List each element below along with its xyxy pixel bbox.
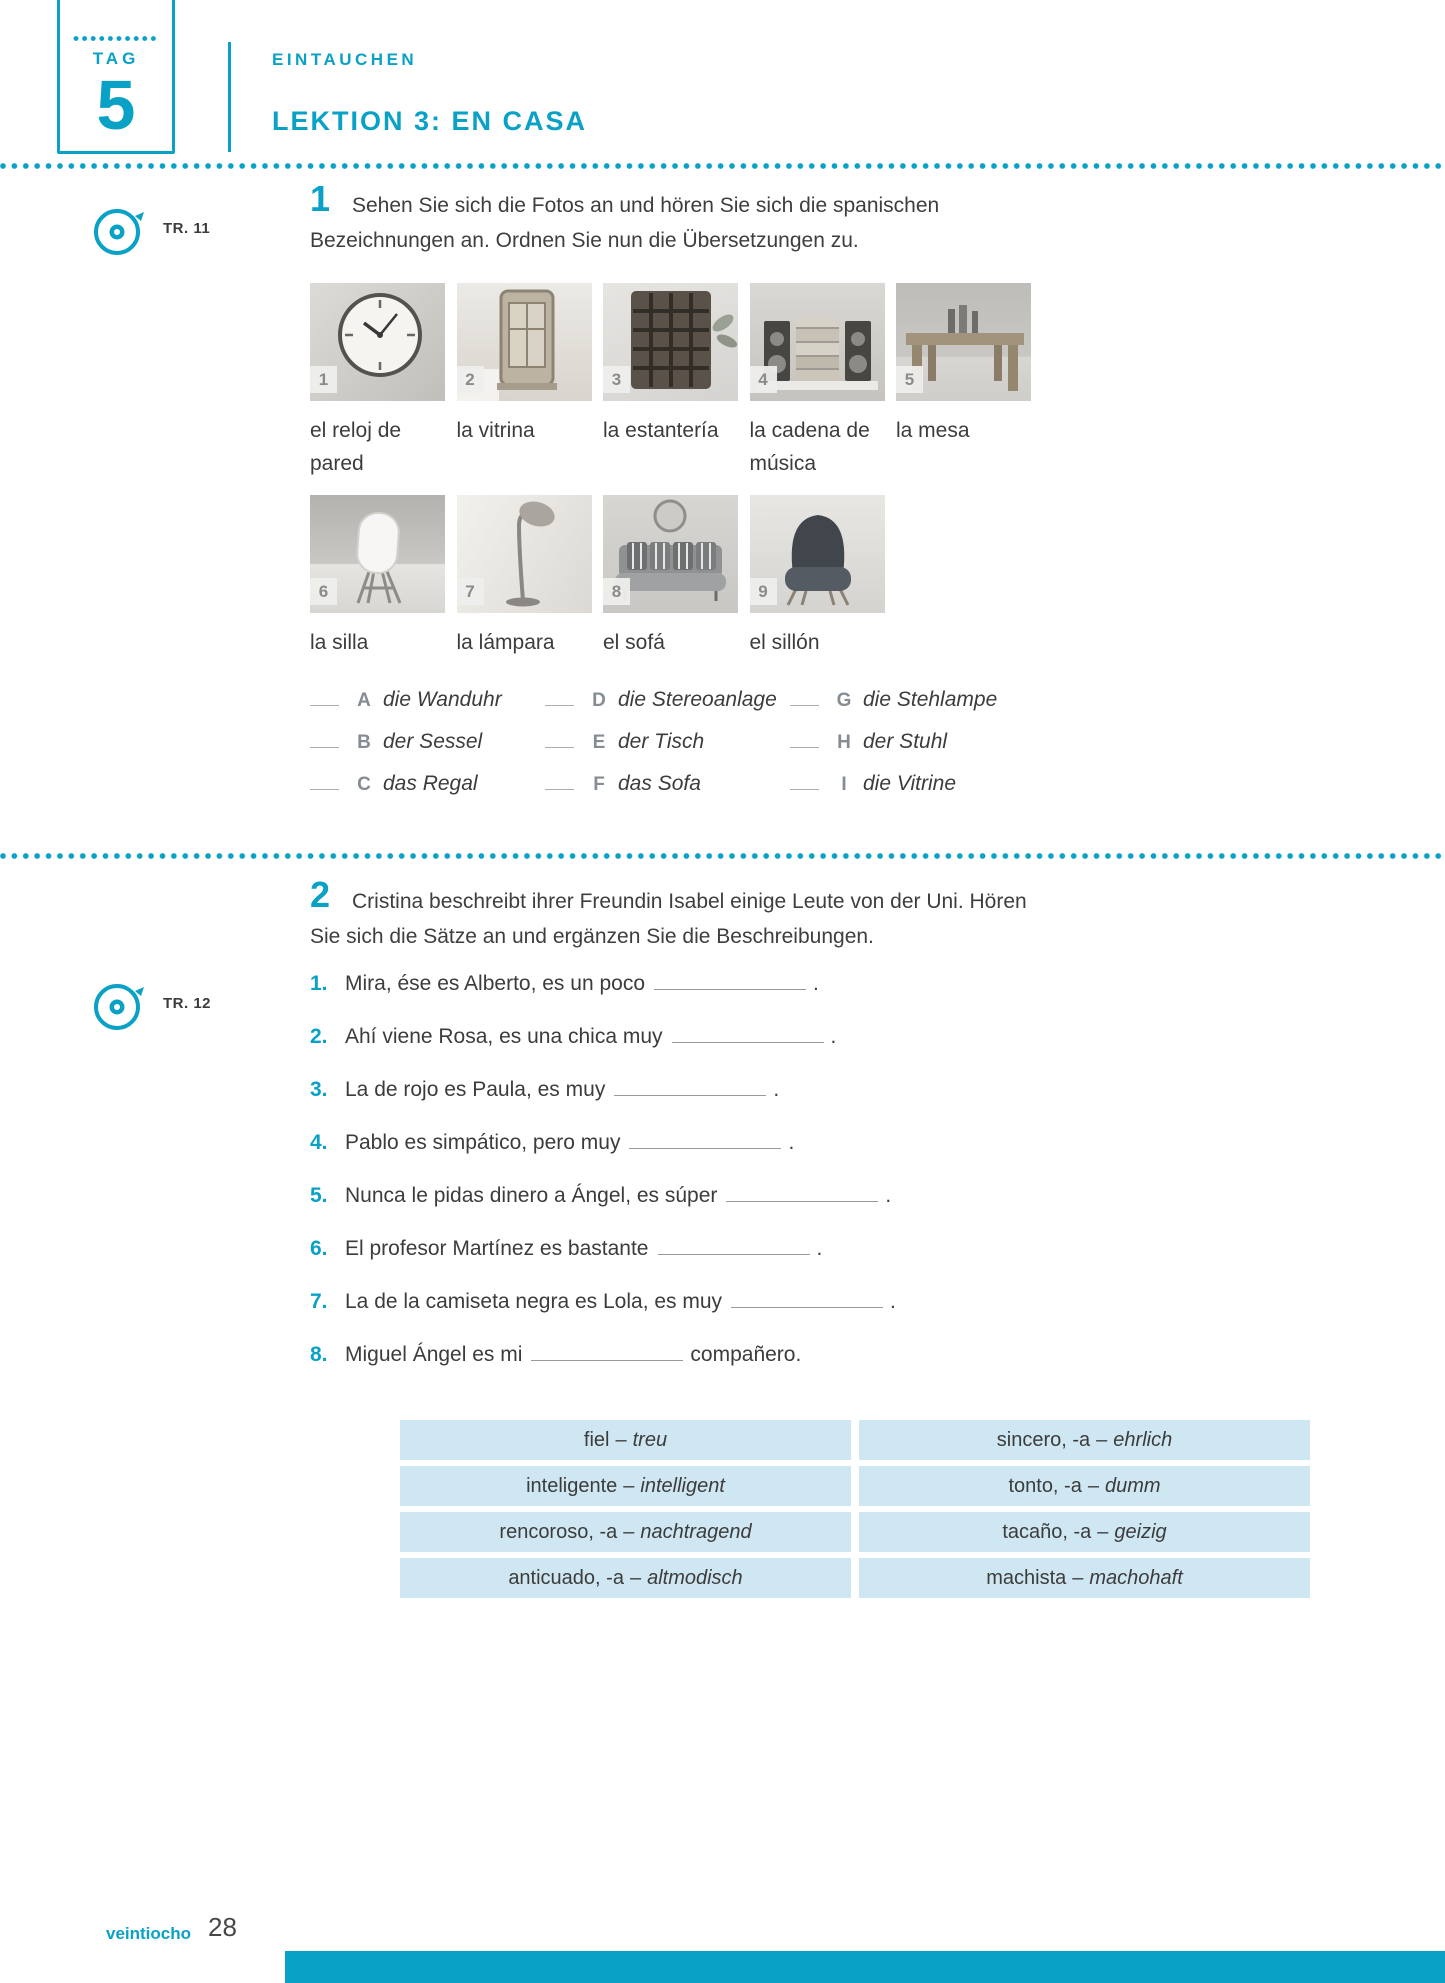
track-label: TR. 11 <box>163 220 211 237</box>
matching-item <box>545 730 790 756</box>
wordbank-spanish: tonto, -a <box>1008 1474 1082 1497</box>
exercise1-instructions-block <box>310 178 1000 258</box>
wordbank-entry <box>859 1512 1310 1552</box>
photo-number-badge: 3 <box>603 366 630 393</box>
matching-letter: G <box>836 690 852 711</box>
sentence-text: Miguel Ángel es mi <box>345 1343 523 1366</box>
wordbank-german: dumm <box>1104 1474 1161 1497</box>
photo-number-badge: 6 <box>310 578 337 605</box>
photo-label: el reloj de pared <box>310 419 402 475</box>
sentence-text: Pablo es simpático, pero muy <box>345 1131 621 1154</box>
photo-label: la cadena de música <box>749 419 870 475</box>
answer-blank <box>545 705 574 706</box>
wordbank-german: geizig <box>1114 1520 1167 1543</box>
matching-letter: A <box>357 690 371 711</box>
sentence-number: 8. <box>310 1343 328 1366</box>
photo-display-cabinet <box>457 283 592 401</box>
cd-icon <box>90 981 152 1033</box>
wordbank-german: ehrlich <box>1113 1428 1173 1451</box>
matching-letter: C <box>357 774 371 795</box>
photo-card-shelving-unit <box>603 283 738 480</box>
matching-column-1 <box>310 688 545 814</box>
matching-text: die Stereoanlage <box>618 688 777 711</box>
wordbank-spanish: machista <box>986 1566 1067 1589</box>
wordbank-separator: – <box>615 1428 627 1451</box>
wordbank-german: machohaft <box>1089 1566 1183 1589</box>
wordbank-separator: – <box>623 1520 635 1543</box>
day-tab-label: TAG <box>92 49 140 68</box>
sentence-number: 1. <box>310 972 328 995</box>
fill-blank <box>658 1254 810 1255</box>
matching-item <box>310 730 545 756</box>
answer-blank <box>790 789 819 790</box>
photo-label: la lámpara <box>456 631 555 654</box>
photo-armchair <box>750 495 885 613</box>
wordbank-entry <box>400 1512 851 1552</box>
matching-item <box>310 688 545 714</box>
bottom-accent-bar <box>285 1951 1445 1983</box>
sentence-number: 4. <box>310 1131 328 1154</box>
matching-text: der Sessel <box>383 730 483 753</box>
exercise2-number: 2 <box>310 874 331 915</box>
matching-letter: F <box>593 774 605 795</box>
wordbank-spanish: inteligente <box>526 1474 618 1497</box>
sentence-row <box>310 1237 896 1270</box>
wordbank-spanish: rencoroso, -a <box>499 1520 618 1543</box>
wordbank-entry <box>400 1466 851 1506</box>
answer-blank <box>790 747 819 748</box>
footer-page-word: veintiocho <box>106 1924 192 1943</box>
wordbank-entry <box>400 1558 851 1598</box>
sentence-number: 6. <box>310 1237 328 1260</box>
matching-letter: D <box>592 690 606 711</box>
photo-label: el sofá <box>603 631 665 654</box>
lesson-title: LEKTION 3: EN CASA <box>272 106 588 136</box>
photo-label: la silla <box>310 631 369 654</box>
day-tab-dots <box>73 35 159 42</box>
sentence-number: 5. <box>310 1184 328 1207</box>
sentence-text: La de rojo es Paula, es muy <box>345 1078 606 1101</box>
wordbank <box>400 1420 1310 1598</box>
fill-blank <box>672 1042 824 1043</box>
wordbank-entry <box>859 1420 1310 1460</box>
fill-blank <box>531 1360 683 1361</box>
matching-text: der Tisch <box>618 730 705 753</box>
matching-letter: B <box>357 732 371 753</box>
wordbank-german: intelligent <box>640 1474 725 1497</box>
wordbank-separator: – <box>1072 1566 1084 1589</box>
photo-table <box>896 283 1031 401</box>
matching-item <box>790 772 1045 798</box>
sentence-row <box>310 972 896 1005</box>
photo-shelving-unit <box>603 283 738 401</box>
sentence-text: El profesor Martínez es bastante <box>345 1237 649 1260</box>
track-label: TR. 12 <box>163 995 212 1012</box>
answer-blank <box>310 789 339 790</box>
sentence-row <box>310 1078 896 1111</box>
answer-blank <box>790 705 819 706</box>
photo-number-badge: 5 <box>896 366 923 393</box>
photo-number-badge: 7 <box>457 578 484 605</box>
photo-row-1 <box>310 283 1031 480</box>
cd-icon <box>90 206 152 258</box>
sentence-row <box>310 1025 896 1058</box>
wordbank-separator: – <box>1096 1428 1108 1451</box>
fill-blank <box>654 989 806 990</box>
sentence-number: 7. <box>310 1290 328 1313</box>
photo-number-badge: 8 <box>603 578 630 605</box>
photo-card-wall-clock <box>310 283 445 480</box>
page-number: 28 <box>208 1912 237 1942</box>
sentence-text: La de la camiseta negra es Lola, es muy <box>345 1290 723 1313</box>
sentence-after: . <box>773 1078 780 1101</box>
sentence-after: . <box>885 1184 892 1207</box>
matching-column-2 <box>545 688 790 814</box>
matching-exercise <box>310 688 1045 814</box>
wordbank-separator: – <box>623 1474 635 1497</box>
photo-number-badge: 1 <box>310 366 337 393</box>
photo-row-2 <box>310 495 885 659</box>
matching-letter: E <box>592 732 606 753</box>
fill-blank <box>629 1148 781 1149</box>
matching-letter: I <box>841 774 847 795</box>
photo-label: la estantería <box>603 419 719 442</box>
exercise1-number: 1 <box>310 178 331 219</box>
sentence-after: compañero. <box>690 1343 802 1366</box>
dotted-separator-top <box>0 162 1445 170</box>
sentence-row <box>310 1131 896 1164</box>
photo-card-display-cabinet <box>457 283 592 480</box>
wordbank-spanish: anticuado, -a <box>508 1566 624 1589</box>
photo-label: el sillón <box>749 631 820 654</box>
sentence-after: . <box>816 1237 823 1260</box>
sentence-row <box>310 1343 896 1376</box>
matching-item <box>790 688 1045 714</box>
matching-text: das Sofa <box>618 772 701 795</box>
day-number: 5 <box>96 66 136 144</box>
photo-chair <box>310 495 445 613</box>
matching-item <box>545 772 790 798</box>
fill-blank <box>726 1201 878 1202</box>
answer-blank <box>545 747 574 748</box>
wordbank-german: treu <box>632 1428 668 1451</box>
photo-card-armchair <box>750 495 885 659</box>
wordbank-spanish: tacaño, -a <box>1002 1520 1092 1543</box>
photo-floor-lamp <box>457 495 592 613</box>
photo-card-sofa <box>603 495 738 659</box>
photo-card-table <box>896 283 1031 480</box>
header-divider <box>228 42 231 152</box>
wordbank-separator: – <box>629 1566 642 1589</box>
wordbank-entry <box>400 1420 851 1460</box>
wordbank-separator: – <box>1097 1520 1109 1543</box>
photo-number-badge: 2 <box>457 366 484 393</box>
matching-item <box>790 730 1045 756</box>
day-tab <box>57 0 175 154</box>
section-kicker: EINTAUCHEN <box>272 50 418 69</box>
answer-blank <box>545 789 574 790</box>
answer-blank <box>310 747 339 748</box>
dotted-separator-middle <box>0 852 1445 860</box>
matching-text: die Wanduhr <box>383 688 502 711</box>
sentence-after: . <box>830 1025 837 1048</box>
wordbank-spanish: sincero, -a <box>996 1428 1091 1451</box>
exercise2-instructions-block <box>310 874 1040 954</box>
sentence-text: Nunca le pidas dinero a Ángel, es súper <box>345 1184 718 1207</box>
answer-blank <box>310 705 339 706</box>
sentence-after: . <box>813 972 819 995</box>
matching-text: die Vitrine <box>863 772 957 795</box>
wordbank-german: altmodisch <box>647 1566 743 1589</box>
matching-text: der Stuhl <box>863 730 948 753</box>
wordbank-separator: – <box>1087 1474 1099 1497</box>
matching-column-3 <box>790 688 1045 814</box>
photo-card-stereo-system <box>750 283 885 480</box>
sentence-text: Mira, ése es Alberto, es un poco <box>345 972 645 995</box>
matching-text: das Regal <box>383 772 478 795</box>
matching-text: die Stehlampe <box>863 688 998 711</box>
photo-card-floor-lamp <box>457 495 592 659</box>
photo-sofa <box>603 495 738 613</box>
photo-number-badge: 4 <box>750 366 777 393</box>
photo-label: la vitrina <box>456 419 535 442</box>
sentence-number: 2. <box>310 1025 328 1048</box>
matching-item <box>310 772 545 798</box>
matching-item <box>545 688 790 714</box>
fill-blank <box>731 1307 883 1308</box>
wordbank-german: nachtragend <box>640 1520 752 1543</box>
sentence-after: . <box>788 1131 795 1154</box>
wordbank-entry <box>859 1466 1310 1506</box>
sentence-number: 3. <box>310 1078 328 1101</box>
photo-stereo-system <box>750 283 885 401</box>
exercise2-instructions: Cristina beschreibt ihrer Freundin Isabel einige Leute von der Uni. Hören Sie sich die Sätze an und ergänzen Sie die Beschreibungen. <box>310 890 1027 948</box>
fill-in-sentences <box>310 972 896 1396</box>
sentence-text: Ahí viene Rosa, es una chica muy <box>345 1025 663 1048</box>
wordbank-spanish: fiel <box>583 1428 610 1451</box>
photo-wall-clock <box>310 283 445 401</box>
photo-number-badge: 9 <box>750 578 777 605</box>
photo-card-chair <box>310 495 445 659</box>
matching-letter: H <box>837 732 851 753</box>
sentence-row <box>310 1290 896 1323</box>
exercise1-instructions: Sehen Sie sich die Fotos an und hören Sie sich die spanischen Bezeichnungen an. Ordnen Sie nun die Übersetzungen zu. <box>310 194 940 252</box>
fill-blank <box>614 1095 766 1096</box>
wordbank-entry <box>859 1558 1310 1598</box>
sentence-row <box>310 1184 896 1217</box>
photo-label: la mesa <box>896 419 970 442</box>
sentence-after: . <box>890 1290 896 1313</box>
